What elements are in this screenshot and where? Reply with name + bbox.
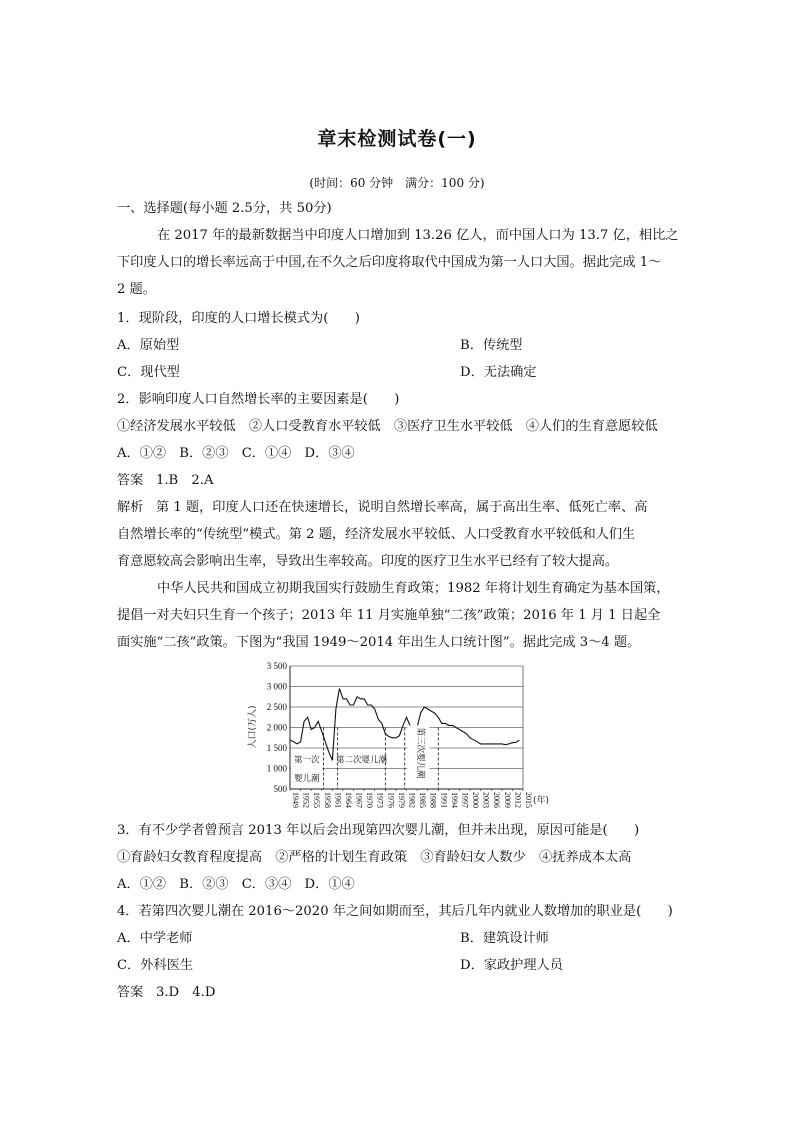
y-tick-label: 1 500 (266, 743, 287, 753)
x-tick-label: 1979 (396, 792, 406, 808)
y-tick-label: 1 000 (266, 763, 287, 774)
question-1-options-row1 (117, 337, 523, 355)
option-c: C．外科医生 (117, 958, 194, 973)
x-tick-label: 2006 (492, 792, 502, 808)
x-tick-label: 1955 (312, 792, 322, 808)
question-2-choices: A．①② B．②③ C．①④ D．③④ (117, 446, 355, 461)
passage2-line1: 中华人民共和国成立初期我国实行鼓励生育政策；1982 年将计划生育确定为基本国策， (157, 581, 670, 596)
x-tick-label: 1985 (418, 792, 428, 808)
question-1-stem: 1．现阶段，印度的人口增长模式为( ) (117, 311, 360, 326)
answer-label: 答案 (117, 473, 144, 488)
x-tick-label: 1991 (439, 792, 449, 808)
x-tick-label: 2015 (524, 792, 533, 808)
x-axis-label: (年) (533, 796, 550, 806)
option-b: B．建筑设计师 (460, 931, 549, 946)
answer-block-2 (117, 984, 215, 1002)
answer-block-1 (117, 472, 214, 490)
section-heading: 一、选择题(每小题 2.5分，共 50分) (117, 201, 332, 216)
passage1-line3: 2 题。 (117, 282, 156, 297)
answer-text: 3.D 4.D (155, 985, 216, 1000)
x-tick-label: 1961 (333, 792, 343, 808)
annotation-third-boom: 第三次婴儿潮 (414, 727, 425, 779)
y-tick-label: 500 (273, 784, 287, 794)
analysis-label: 解析 (117, 500, 144, 515)
x-tick-label: 1994 (449, 792, 459, 808)
question-1-options-row2 (117, 364, 537, 382)
x-tick-label: 2012 (513, 792, 523, 808)
x-tick-label: 1952 (301, 792, 311, 808)
y-tick-label: 3 500 (266, 661, 287, 671)
x-tick-label: 1970 (365, 792, 375, 808)
analysis-line2: 自然增长率的“传统型”模式。第 2 题，经济发展水平较低、人口受教育水平较低和人们生 (117, 527, 636, 542)
passage1-line1: 在 2017 年的最新数据当中印度人口增加到 13.26 亿人，而中国人口为 13.7 亿，相比之 (157, 228, 679, 243)
analysis-text-1: 第 1 题，印度人口还在快速增长，说明自然增长率高，属于高出生率、低死亡率、高 (155, 500, 648, 515)
exam-meta: (时间：60 分钟 满分：100 分) (309, 176, 485, 190)
option-b: B．传统型 (460, 338, 523, 353)
question-3-items: ①育龄妇女教育程度提高 ②严格的计划生育政策 ③育龄妇女人数少 ④抚养成本太高 (117, 850, 632, 865)
question-4-options-row1 (117, 930, 549, 948)
answer-text: 1.B 2.A (155, 473, 214, 488)
x-tick-label: 1949 (291, 792, 300, 808)
passage1-line2: 下印度人口的增长率远高于中国,在不久之后印度将取代中国成为第一人口大国。据此完成 1～ (117, 255, 662, 270)
y-axis-label: 人口(万人) (248, 705, 258, 749)
option-c: C．现代型 (117, 365, 180, 380)
x-tick-label: 1973 (375, 792, 385, 808)
option-a: A．中学老师 (117, 931, 193, 946)
y-tick-label: 2 500 (266, 702, 287, 712)
question-2-items: ①经济发展水平较低 ②人口受教育水平较低 ③医疗卫生水平较低 ④人们的生育意愿较低 (117, 419, 658, 434)
annotation-first-boom-1: 第一次 (294, 755, 320, 766)
question-3-stem: 3．有不少学者曾预言 2013 年以后会出现第四次婴儿潮，但并未出现，原因可能是( ) (117, 823, 640, 838)
y-tick-label: 2 000 (266, 722, 287, 733)
question-4-stem: 4．若第四次婴儿潮在 2016～2020 年之间如期而至，其后几年内就业人数增加的职业是( ) (117, 904, 673, 919)
question-3-choices: A．①② B．②③ C．③④ D．①④ (117, 877, 355, 892)
x-tick-label: 1964 (343, 792, 353, 808)
analysis-line1 (117, 499, 647, 517)
x-tick-label: 2009 (502, 792, 512, 808)
x-tick-label: 1988 (428, 792, 438, 808)
chart-svg (240, 655, 560, 815)
answer-label: 答案 (117, 985, 144, 1000)
x-tick-label: 2000 (471, 792, 481, 808)
question-4-options-row2 (117, 957, 563, 975)
y-tick-label: 3 000 (266, 681, 287, 692)
analysis-line3: 育意愿较高会影响出生率，导致出生率较高。印度的医疗卫生水平已经有了较大提高。 (117, 554, 619, 569)
x-tick-label: 2003 (481, 792, 491, 808)
annotation-second-boom: 第二次婴儿潮 (335, 755, 387, 766)
passage2-line2: 提倡一对夫妇只生育一个孩子；2013 年 11 月实施单独“二孩”政策；2016 年 1 月 1 日起全 (117, 608, 661, 623)
option-d: D．家政护理人员 (460, 958, 563, 973)
x-tick-label: 1967 (354, 792, 364, 808)
page-title: 章末检测试卷(一) (317, 128, 477, 150)
x-tick-label: 1958 (322, 792, 332, 808)
birth-population-chart (240, 655, 560, 815)
x-tick-label: 1976 (386, 792, 396, 808)
passage2-line3: 面实施“二孩”政策。下图为“我国 1949～2014 年出生人口统计图”。据此完成 3～4 题。 (117, 635, 641, 650)
option-a: A．原始型 (117, 338, 180, 353)
x-tick-label: 1997 (460, 792, 470, 808)
question-2-stem: 2．影响印度人口自然增长率的主要因素是( ) (117, 392, 400, 407)
x-tick-label: 1982 (407, 792, 417, 808)
annotation-first-boom-2: 婴儿潮 (294, 773, 320, 784)
option-d: D．无法确定 (460, 365, 537, 380)
